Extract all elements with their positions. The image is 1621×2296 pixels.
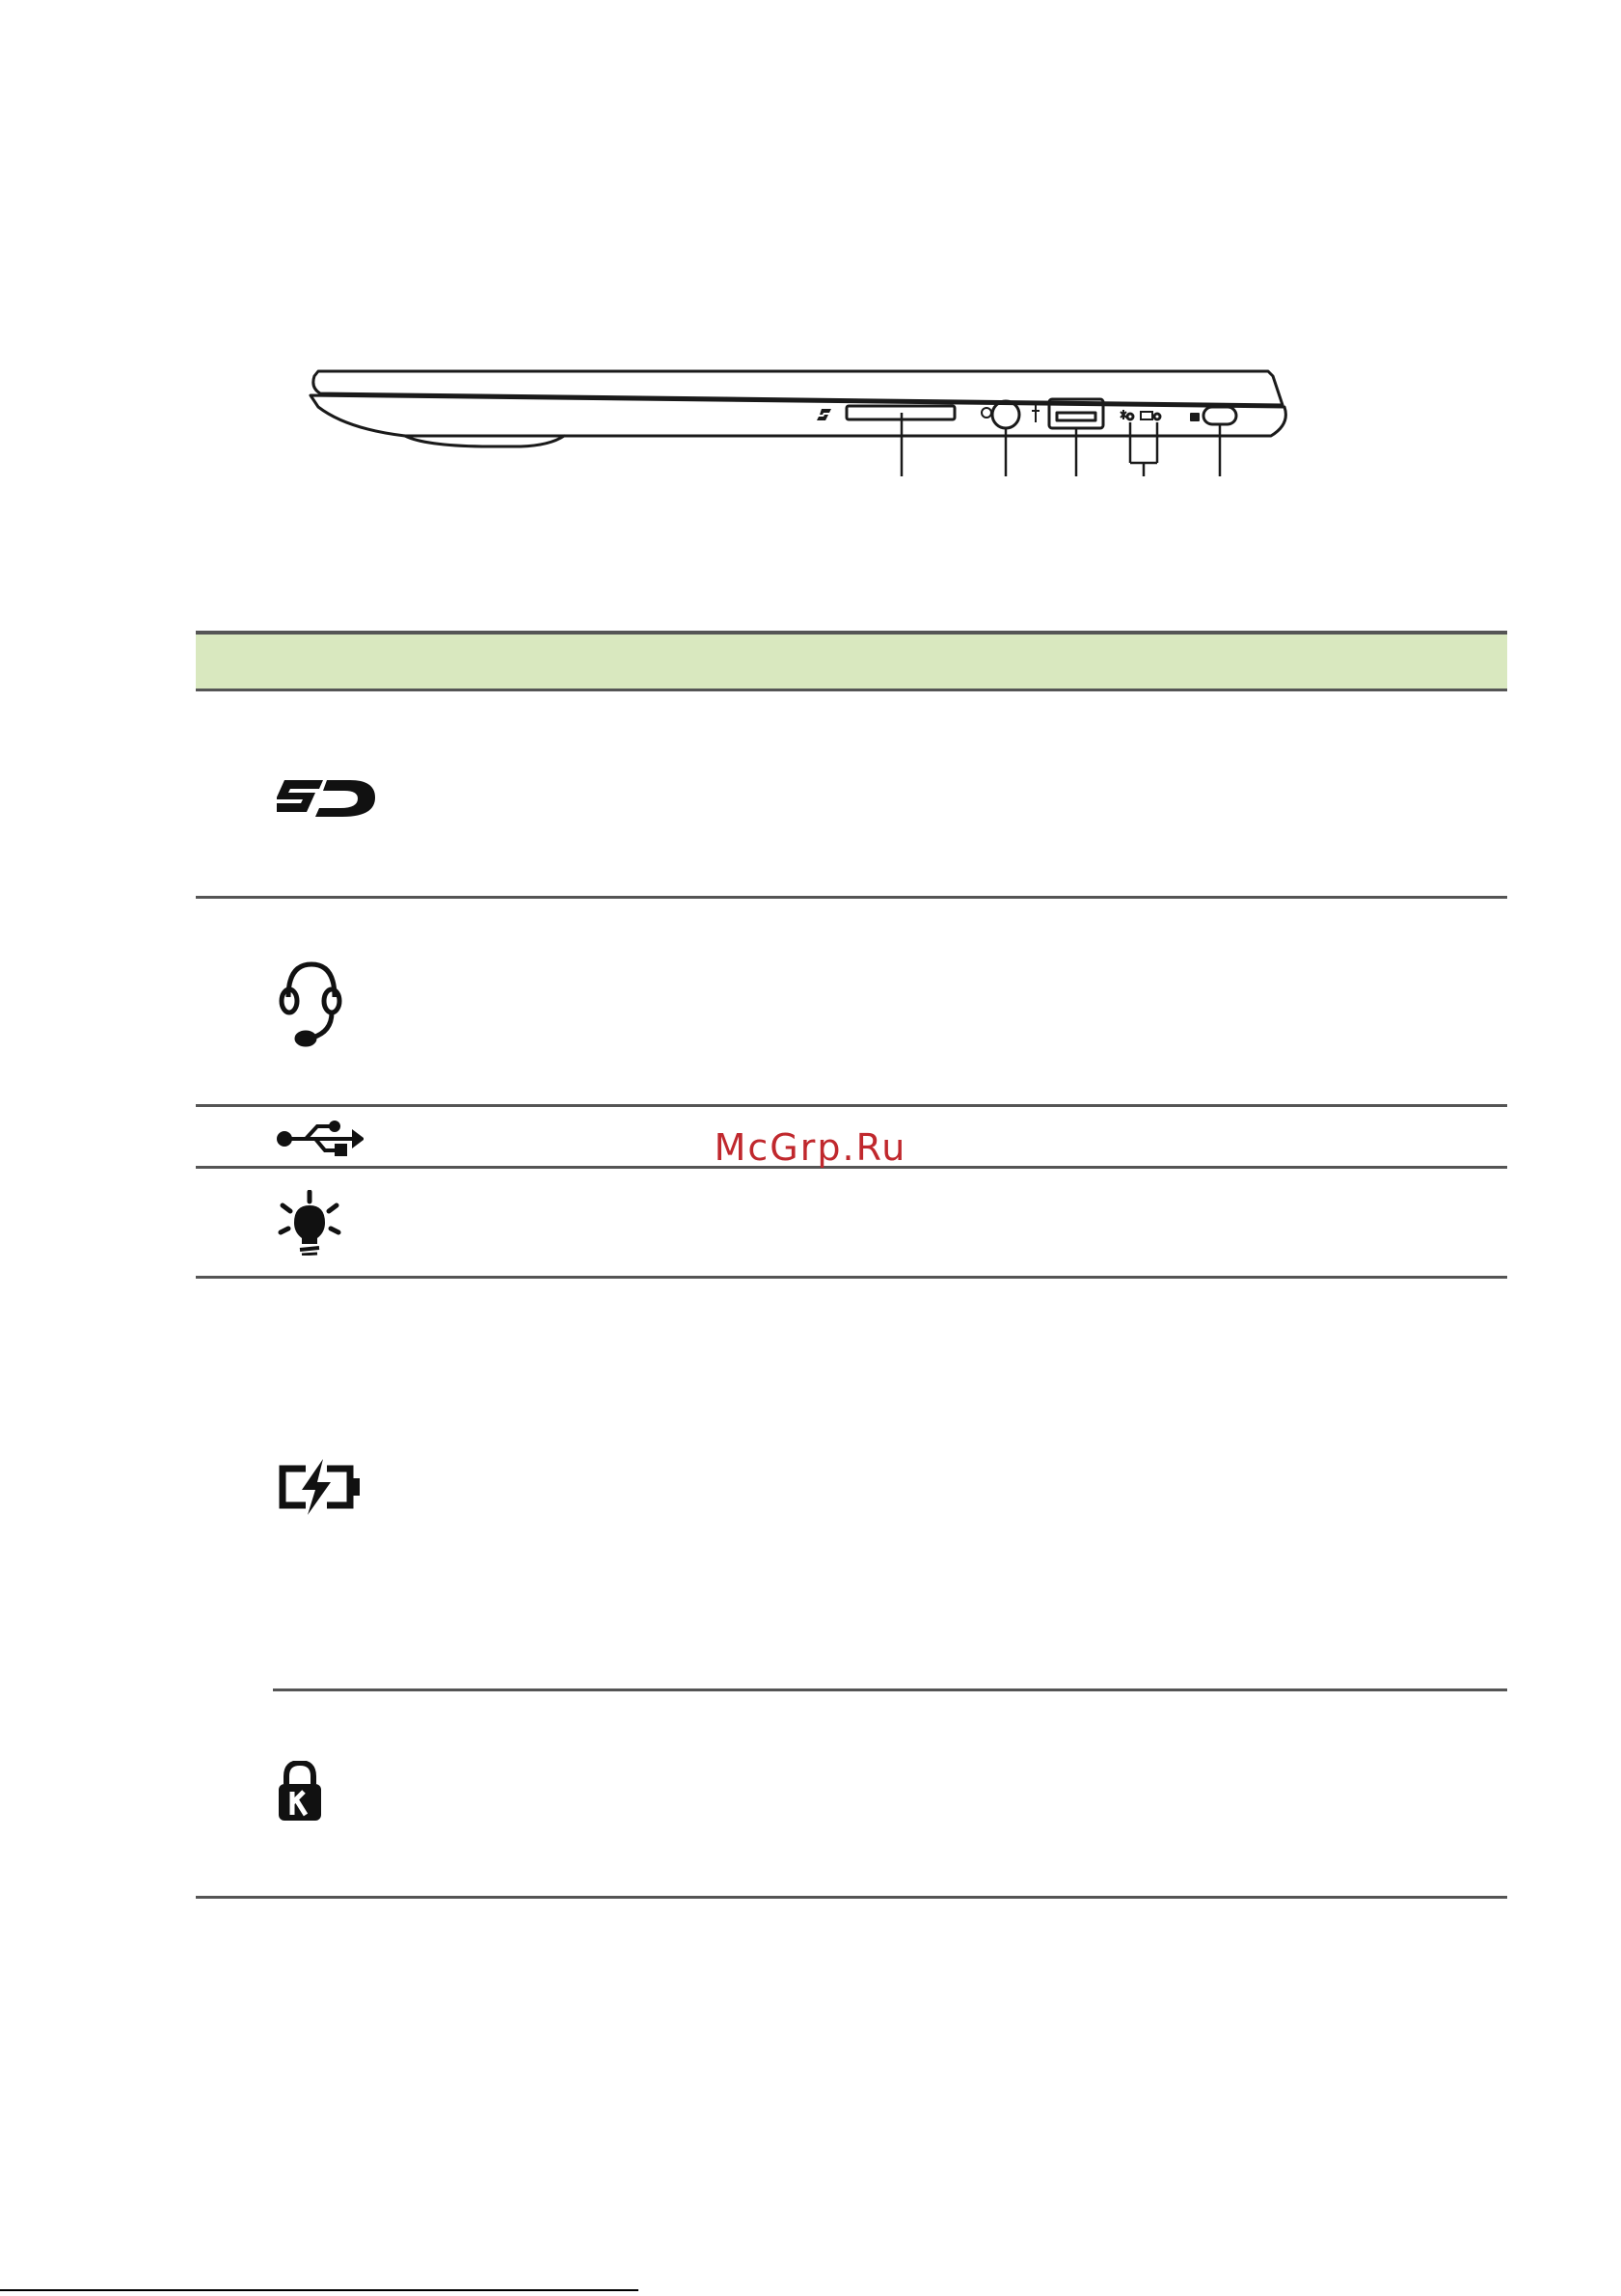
headset-icon: [277, 959, 344, 1052]
table-row: [196, 1691, 1507, 1899]
table-row: [196, 899, 1507, 1107]
lock-glyph: [1190, 413, 1200, 421]
usb-tongue: [1057, 413, 1095, 420]
laptop-foot: [405, 436, 564, 446]
table-row: [196, 691, 1507, 899]
kensington-lock-icon: [277, 1761, 323, 1827]
power-glyph: [1121, 410, 1126, 419]
sd-glyph: [817, 409, 831, 420]
footer-rule: [0, 2289, 638, 2291]
battery-led: [1154, 414, 1160, 419]
table-row: [196, 1169, 1507, 1279]
usb-glyph: [1032, 405, 1040, 422]
audio-jack: [992, 401, 1019, 428]
watermark: McGrp.Ru: [714, 1126, 907, 1169]
power-light-icon: [277, 1190, 342, 1260]
ports-table: [196, 631, 1507, 1899]
power-led: [1127, 414, 1133, 419]
lock-slot: [1203, 407, 1236, 424]
sd-card-icon: [277, 778, 375, 824]
headset-glyph: [982, 408, 991, 418]
battery-glyph: [1141, 412, 1152, 419]
table-row: [273, 1279, 1507, 1691]
laptop-right-side-diagram: [0, 0, 1621, 501]
battery-charging-icon: [277, 1457, 362, 1522]
table-header: [196, 631, 1507, 691]
laptop-base: [311, 395, 1285, 436]
